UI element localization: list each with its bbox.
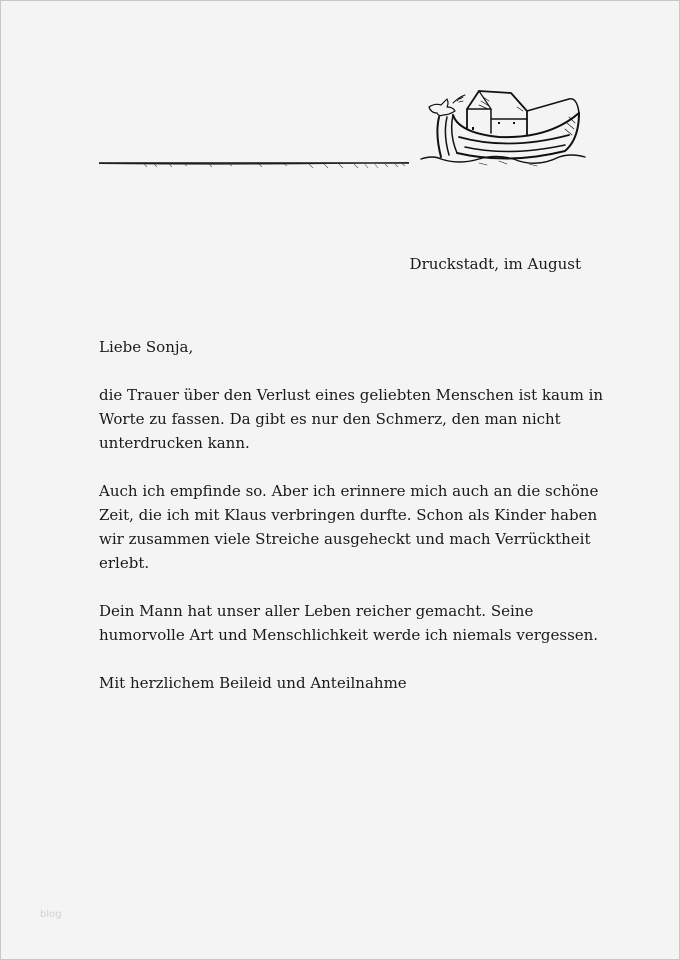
- paragraph-3: [99, 599, 599, 647]
- paragraph-line: erlebt.: [99, 554, 150, 572]
- salutation-text: Liebe Sonja,: [99, 338, 194, 356]
- sketched-rule-icon: [99, 159, 411, 169]
- closing-text: Mit herzlichem Beileid und Anteilnahme: [99, 674, 407, 692]
- paragraph-line: wir zusammen viele Streiche ausgeheckt und mach Verrücktheit: [99, 530, 591, 548]
- noahs-ark-icon: [419, 89, 587, 169]
- letter-body: [99, 335, 604, 719]
- paragraph-line: unterdrucken kann.: [99, 434, 250, 452]
- salutation: [99, 335, 591, 359]
- paragraph-line: Worte zu fassen. Da gibt es nur den Schmerz, den man nicht: [99, 410, 561, 428]
- watermark: blog: [40, 909, 62, 920]
- paragraph-2: [99, 479, 599, 575]
- paragraph-line: humorvolle Art und Menschlichkeit werde ich niemals vergessen.: [99, 626, 599, 644]
- closing: [99, 671, 591, 695]
- paragraph-line: die Trauer über den Verlust eines geliebten Menschen ist kaum in: [99, 386, 604, 404]
- paragraph-line: Zeit, die ich mit Klaus verbringen durfte. Schon als Kinder haben: [99, 506, 598, 524]
- paragraph-line: Dein Mann hat unser aller Leben reicher gemacht. Seine: [99, 602, 534, 620]
- paragraph-line: Auch ich empfinde so. Aber ich erinnere mich auch an die schöne: [99, 482, 599, 500]
- paragraph-1: [99, 383, 604, 455]
- place-date: Druckstadt, im August: [409, 255, 581, 273]
